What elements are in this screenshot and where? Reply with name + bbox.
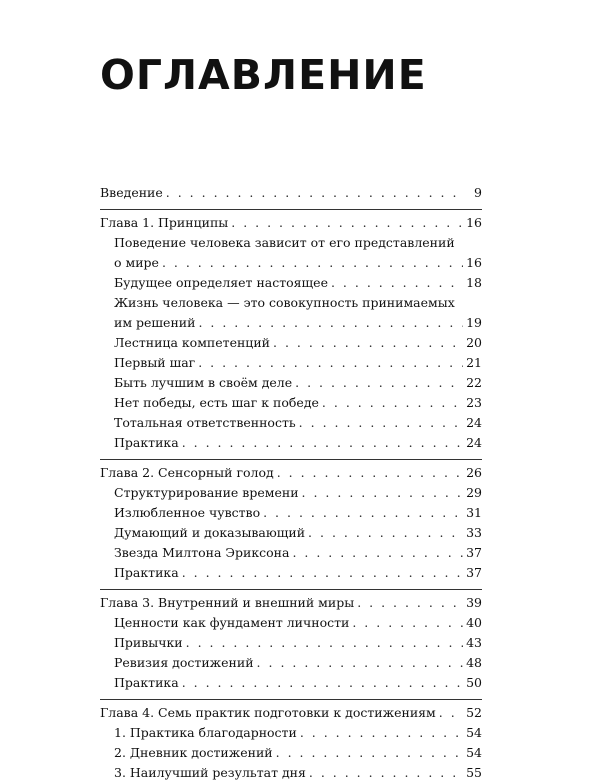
toc-entry-title: Практика	[114, 565, 179, 580]
leader-dots	[231, 213, 463, 233]
toc-chapter-3	[100, 589, 482, 693]
toc-entry-page: 21	[466, 355, 482, 370]
leader-dots	[308, 523, 463, 543]
toc-chapter-heading[interactable]	[100, 703, 482, 723]
toc-entry[interactable]	[100, 483, 482, 503]
leader-dots	[277, 463, 463, 483]
toc-entry-page: 16	[466, 255, 482, 270]
toc-entry-title: 1. Практика благодарности	[114, 725, 297, 740]
leader-dots	[295, 373, 463, 393]
toc-entry[interactable]	[100, 633, 482, 653]
toc-entry[interactable]	[100, 313, 482, 333]
toc-entry-title: Звезда Милтона Эриксона	[114, 545, 290, 560]
toc-chapter-2	[100, 459, 482, 583]
toc-entry-title: Будущее определяет настоящее	[114, 275, 328, 290]
toc-entry[interactable]	[100, 653, 482, 673]
toc-entry-title: Быть лучшим в своём деле	[114, 375, 293, 390]
toc-entry-title: Ценности как фундамент личности	[114, 615, 350, 630]
toc-entry-title: Практика	[114, 675, 179, 690]
toc-entry-title: Введение	[100, 185, 163, 200]
toc-entry-title: Глава 1. Принципы	[100, 215, 229, 230]
toc-chapter-4	[100, 699, 482, 783]
toc-entry[interactable]	[100, 333, 482, 353]
toc-entry[interactable]	[100, 673, 482, 693]
toc-entry-title: Излюбленное чувство	[114, 505, 261, 520]
leader-dots	[302, 483, 463, 503]
toc-entry[interactable]	[100, 373, 482, 393]
toc-entry[interactable]	[100, 393, 482, 413]
leader-dots	[309, 763, 463, 783]
toc-entry-title: Тотальная ответственность	[114, 415, 296, 430]
toc-entry-title: 3. Наилучший результат дня	[114, 765, 306, 780]
toc-entry-title: Первый шаг	[114, 355, 196, 370]
toc-chapter-heading[interactable]	[100, 213, 482, 233]
toc-entry[interactable]	[100, 763, 482, 783]
toc-entry-page: 39	[466, 595, 482, 610]
leader-dots	[352, 613, 463, 633]
toc-entry-page: 50	[466, 675, 482, 690]
toc-entry-title: Думающий и доказывающий	[114, 525, 306, 540]
leader-dots	[263, 503, 463, 523]
toc-entry[interactable]	[100, 723, 482, 743]
toc-chapter-heading[interactable]	[100, 593, 482, 613]
toc-entry-page: 9	[474, 185, 482, 200]
toc-entry[interactable]	[100, 613, 482, 633]
page-title: ОГЛАВЛЕНИЕ	[100, 51, 427, 99]
toc-entry-page: 24	[466, 435, 482, 450]
toc-entry-page: 52	[466, 705, 482, 720]
toc-entry-page: 24	[466, 415, 482, 430]
leader-dots	[292, 543, 463, 563]
toc-entry[interactable]	[100, 353, 482, 373]
toc-entry[interactable]	[100, 253, 482, 273]
leader-dots	[439, 703, 463, 723]
leader-dots	[357, 593, 463, 613]
toc-entry-page: 48	[466, 655, 482, 670]
toc-entry[interactable]	[100, 273, 482, 293]
leader-dots	[186, 633, 463, 653]
toc-entry-title: Практика	[114, 435, 179, 450]
toc-entry-title: им решений	[114, 315, 196, 330]
toc-entry-page: 55	[466, 765, 482, 780]
toc-entry-title-line1: Жизнь человека — это совокупность принимаемых	[114, 295, 455, 310]
toc-entry[interactable]	[100, 433, 482, 453]
toc-entry-title: Ревизия достижений	[114, 655, 254, 670]
toc-entry-page: 26	[466, 465, 482, 480]
toc-entry[interactable]	[100, 523, 482, 543]
toc-entry-page: 40	[466, 615, 482, 630]
toc-entry-title: Глава 3. Внутренний и внешний миры	[100, 595, 355, 610]
toc-entry[interactable]	[100, 413, 482, 433]
toc-entry-title: Глава 4. Семь практик подготовки к достижениям	[100, 705, 436, 720]
toc-entry-page: 54	[466, 745, 482, 760]
toc-entry[interactable]	[100, 563, 482, 583]
toc-entry-continued-line[interactable]	[100, 293, 482, 313]
leader-dots	[182, 433, 463, 453]
toc-chapter-heading[interactable]	[100, 463, 482, 483]
toc-entry-page: 20	[466, 335, 482, 350]
toc-entry-page: 31	[466, 505, 482, 520]
leader-dots	[300, 723, 463, 743]
toc-entry[interactable]	[100, 743, 482, 763]
toc-entry-page: 29	[466, 485, 482, 500]
leader-dots	[182, 563, 463, 583]
leader-dots	[273, 333, 463, 353]
toc-entry-page: 16	[466, 215, 482, 230]
leader-dots	[322, 393, 463, 413]
toc-chapter-1	[100, 209, 482, 453]
toc-intro-group	[100, 183, 482, 203]
leader-dots	[257, 653, 463, 673]
toc-entry-page: 18	[466, 275, 482, 290]
toc-entry-page: 43	[466, 635, 482, 650]
leader-dots	[166, 183, 463, 203]
leader-dots	[276, 743, 463, 763]
toc-entry[interactable]	[100, 503, 482, 523]
toc-entry-page: 22	[466, 375, 482, 390]
toc-entry-intro[interactable]	[100, 183, 482, 203]
toc-entry-title: о мире	[114, 255, 159, 270]
toc-entry[interactable]	[100, 543, 482, 563]
toc-entry-page: 19	[466, 315, 482, 330]
toc-entry-title: Лестница компетенций	[114, 335, 271, 350]
leader-dots	[198, 353, 463, 373]
toc-entry-title: Привычки	[114, 635, 183, 650]
toc-entry-title-line1: Поведение человека зависит от его представлений	[114, 235, 455, 250]
toc-entry-page: 37	[466, 545, 482, 560]
leader-dots	[299, 413, 463, 433]
toc-entry-title: Глава 2. Сенсорный голод	[100, 465, 274, 480]
toc-entry-page: 54	[466, 725, 482, 740]
leader-dots	[198, 313, 463, 333]
toc-entry-title: 2. Дневник достижений	[114, 745, 273, 760]
toc-entry-title: Структурирование времени	[114, 485, 299, 500]
leader-dots	[162, 253, 463, 273]
leader-dots	[182, 673, 463, 693]
toc-entry-continued-line[interactable]	[100, 233, 482, 253]
toc-entry-title: Нет победы, есть шаг к победе	[114, 395, 319, 410]
toc-entry-page: 23	[466, 395, 482, 410]
leader-dots	[331, 273, 463, 293]
toc-entry-page: 37	[466, 565, 482, 580]
toc-entry-page: 33	[466, 525, 482, 540]
table-of-contents	[100, 183, 482, 783]
